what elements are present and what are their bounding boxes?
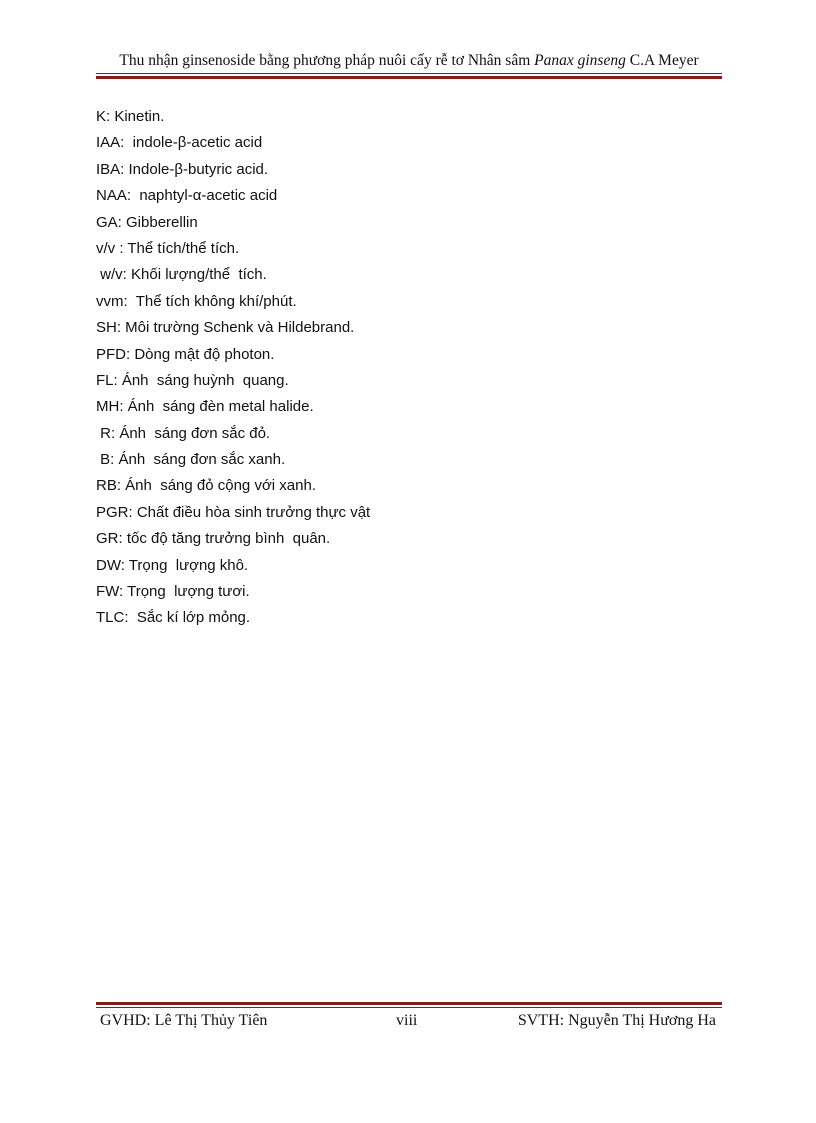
running-header <box>96 52 722 70</box>
abbreviation-item: FL: Ánh sáng huỳnh quang. <box>96 371 289 389</box>
footer-rule-thick <box>96 1002 722 1005</box>
abbreviation-item: K: Kinetin. <box>96 108 165 125</box>
abbreviation-item: SH: Môi trường Schenk và Hildebrand. <box>96 319 355 337</box>
abbreviation-item: R: Ánh sáng đơn sắc đỏ. <box>96 424 271 442</box>
abbreviation-item: vvm: Thể tích không khí/phút. <box>96 292 297 310</box>
footer-rule-thin <box>96 1007 722 1008</box>
header-title-suffix: C.A Meyer <box>629 52 699 69</box>
footer-supervisor: GVHD: Lê Thị Thủy Tiên <box>100 1012 268 1029</box>
abbreviation-item: MH: Ánh sáng đèn metal halide. <box>96 398 314 416</box>
abbreviation-item: FW: Trọng lượng tươi. <box>96 583 250 601</box>
abbreviation-item: w/v: Khối lượng/thể tích. <box>96 266 267 284</box>
abbreviation-item: IAA: indole-β-acetic acid <box>96 134 263 152</box>
abbreviation-item: RB: Ánh sáng đỏ cộng với xanh. <box>96 477 316 495</box>
footer-student: SVTH: Nguyễn Thị Hương Ha <box>517 1012 716 1029</box>
header-rule-thick <box>96 76 722 79</box>
header-rule-thin <box>96 73 722 74</box>
abbreviation-item: v/v : Thể tích/thể tích. <box>96 239 240 257</box>
page-number: viii <box>396 1012 418 1029</box>
abbreviation-item: B: Ánh sáng đơn sắc xanh. <box>96 451 286 469</box>
abbreviation-item: DW: Trọng lượng khô. <box>96 556 249 574</box>
header-title-italic: Panax ginseng <box>534 52 626 69</box>
abbreviation-item: GA: Gibberellin <box>96 213 198 231</box>
abbreviation-item: GR: tốc độ tăng trưởng bình quân. <box>96 530 331 548</box>
running-footer <box>96 1010 722 1034</box>
header-title-prefix: Thu nhận ginsenoside bằng phương pháp nuôi cấy rễ tơ Nhân sâm <box>119 52 531 69</box>
abbreviation-item: IBA: Indole-β-butyric acid. <box>96 160 269 178</box>
abbreviation-item: TLC: Sắc kí lớp mỏng. <box>96 609 251 627</box>
abbreviation-item: PGR: Chất điều hòa sinh trưởng thực vật <box>96 503 371 521</box>
abbreviation-item: PFD: Dòng mật độ photon. <box>96 345 275 363</box>
abbreviation-item: NAA: naphtyl-α-acetic acid <box>96 187 278 205</box>
abbreviation-list <box>96 104 696 632</box>
